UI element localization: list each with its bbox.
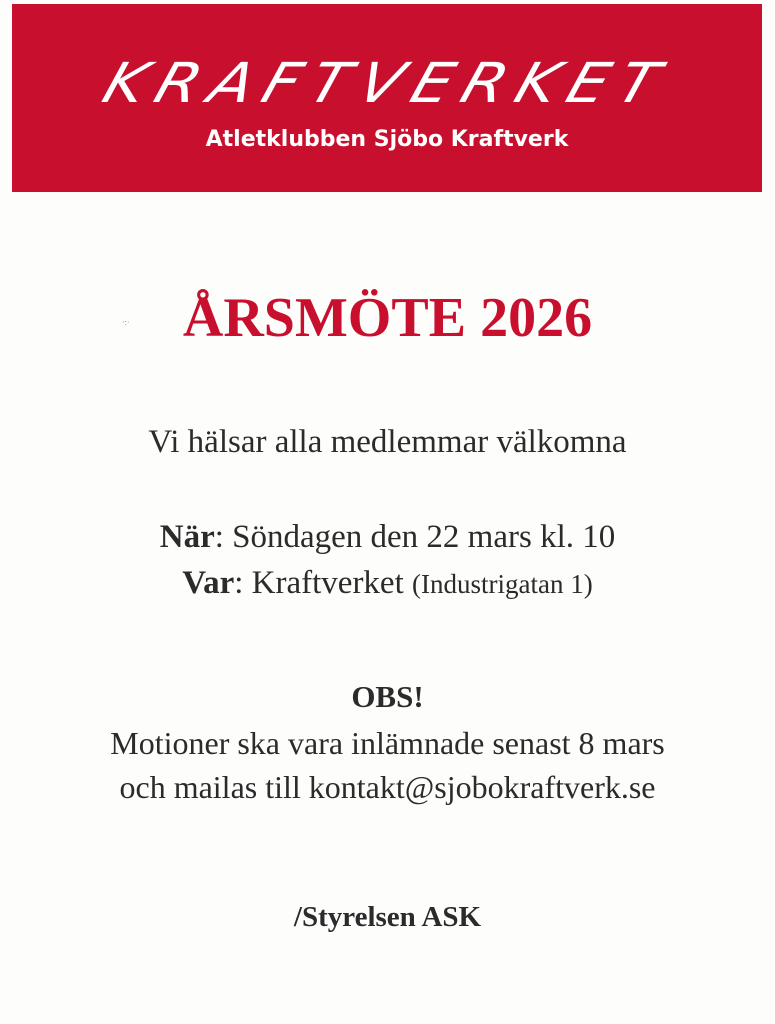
when-label: När	[159, 519, 215, 555]
where-line	[0, 562, 775, 605]
club-name: Atletklubben Sjöbo Kraftverk	[205, 127, 569, 152]
contact-email: kontakt@sjobokraftverk.se	[308, 769, 656, 805]
page-title: ÅRSMÖTE 2026	[182, 287, 593, 349]
when-colon: :	[214, 519, 233, 555]
where-value: Kraftverket	[251, 565, 404, 601]
where-detail: (Industrigatan 1)	[412, 569, 593, 599]
header-banner	[12, 4, 762, 192]
when-value: Söndagen den 22 mars kl. 10	[232, 519, 616, 555]
notice-heading: OBS!	[351, 679, 424, 714]
welcome-text: Vi hälsar alla medlemmar välkomna	[148, 424, 627, 460]
notice-line-1: Motioner ska vara inlämnade senast 8 mars	[110, 725, 665, 761]
scan-speck: ·:·	[122, 318, 130, 327]
signature: /Styrelsen ASK	[293, 901, 482, 933]
where-colon: :	[234, 565, 252, 601]
where-label: Var	[182, 565, 235, 601]
kraftverket-logo: KRAFTVERKET	[95, 51, 679, 115]
notice-line-2-prefix: och mailas till	[119, 769, 309, 805]
notice-line-2	[0, 766, 775, 808]
when-line	[0, 516, 775, 558]
